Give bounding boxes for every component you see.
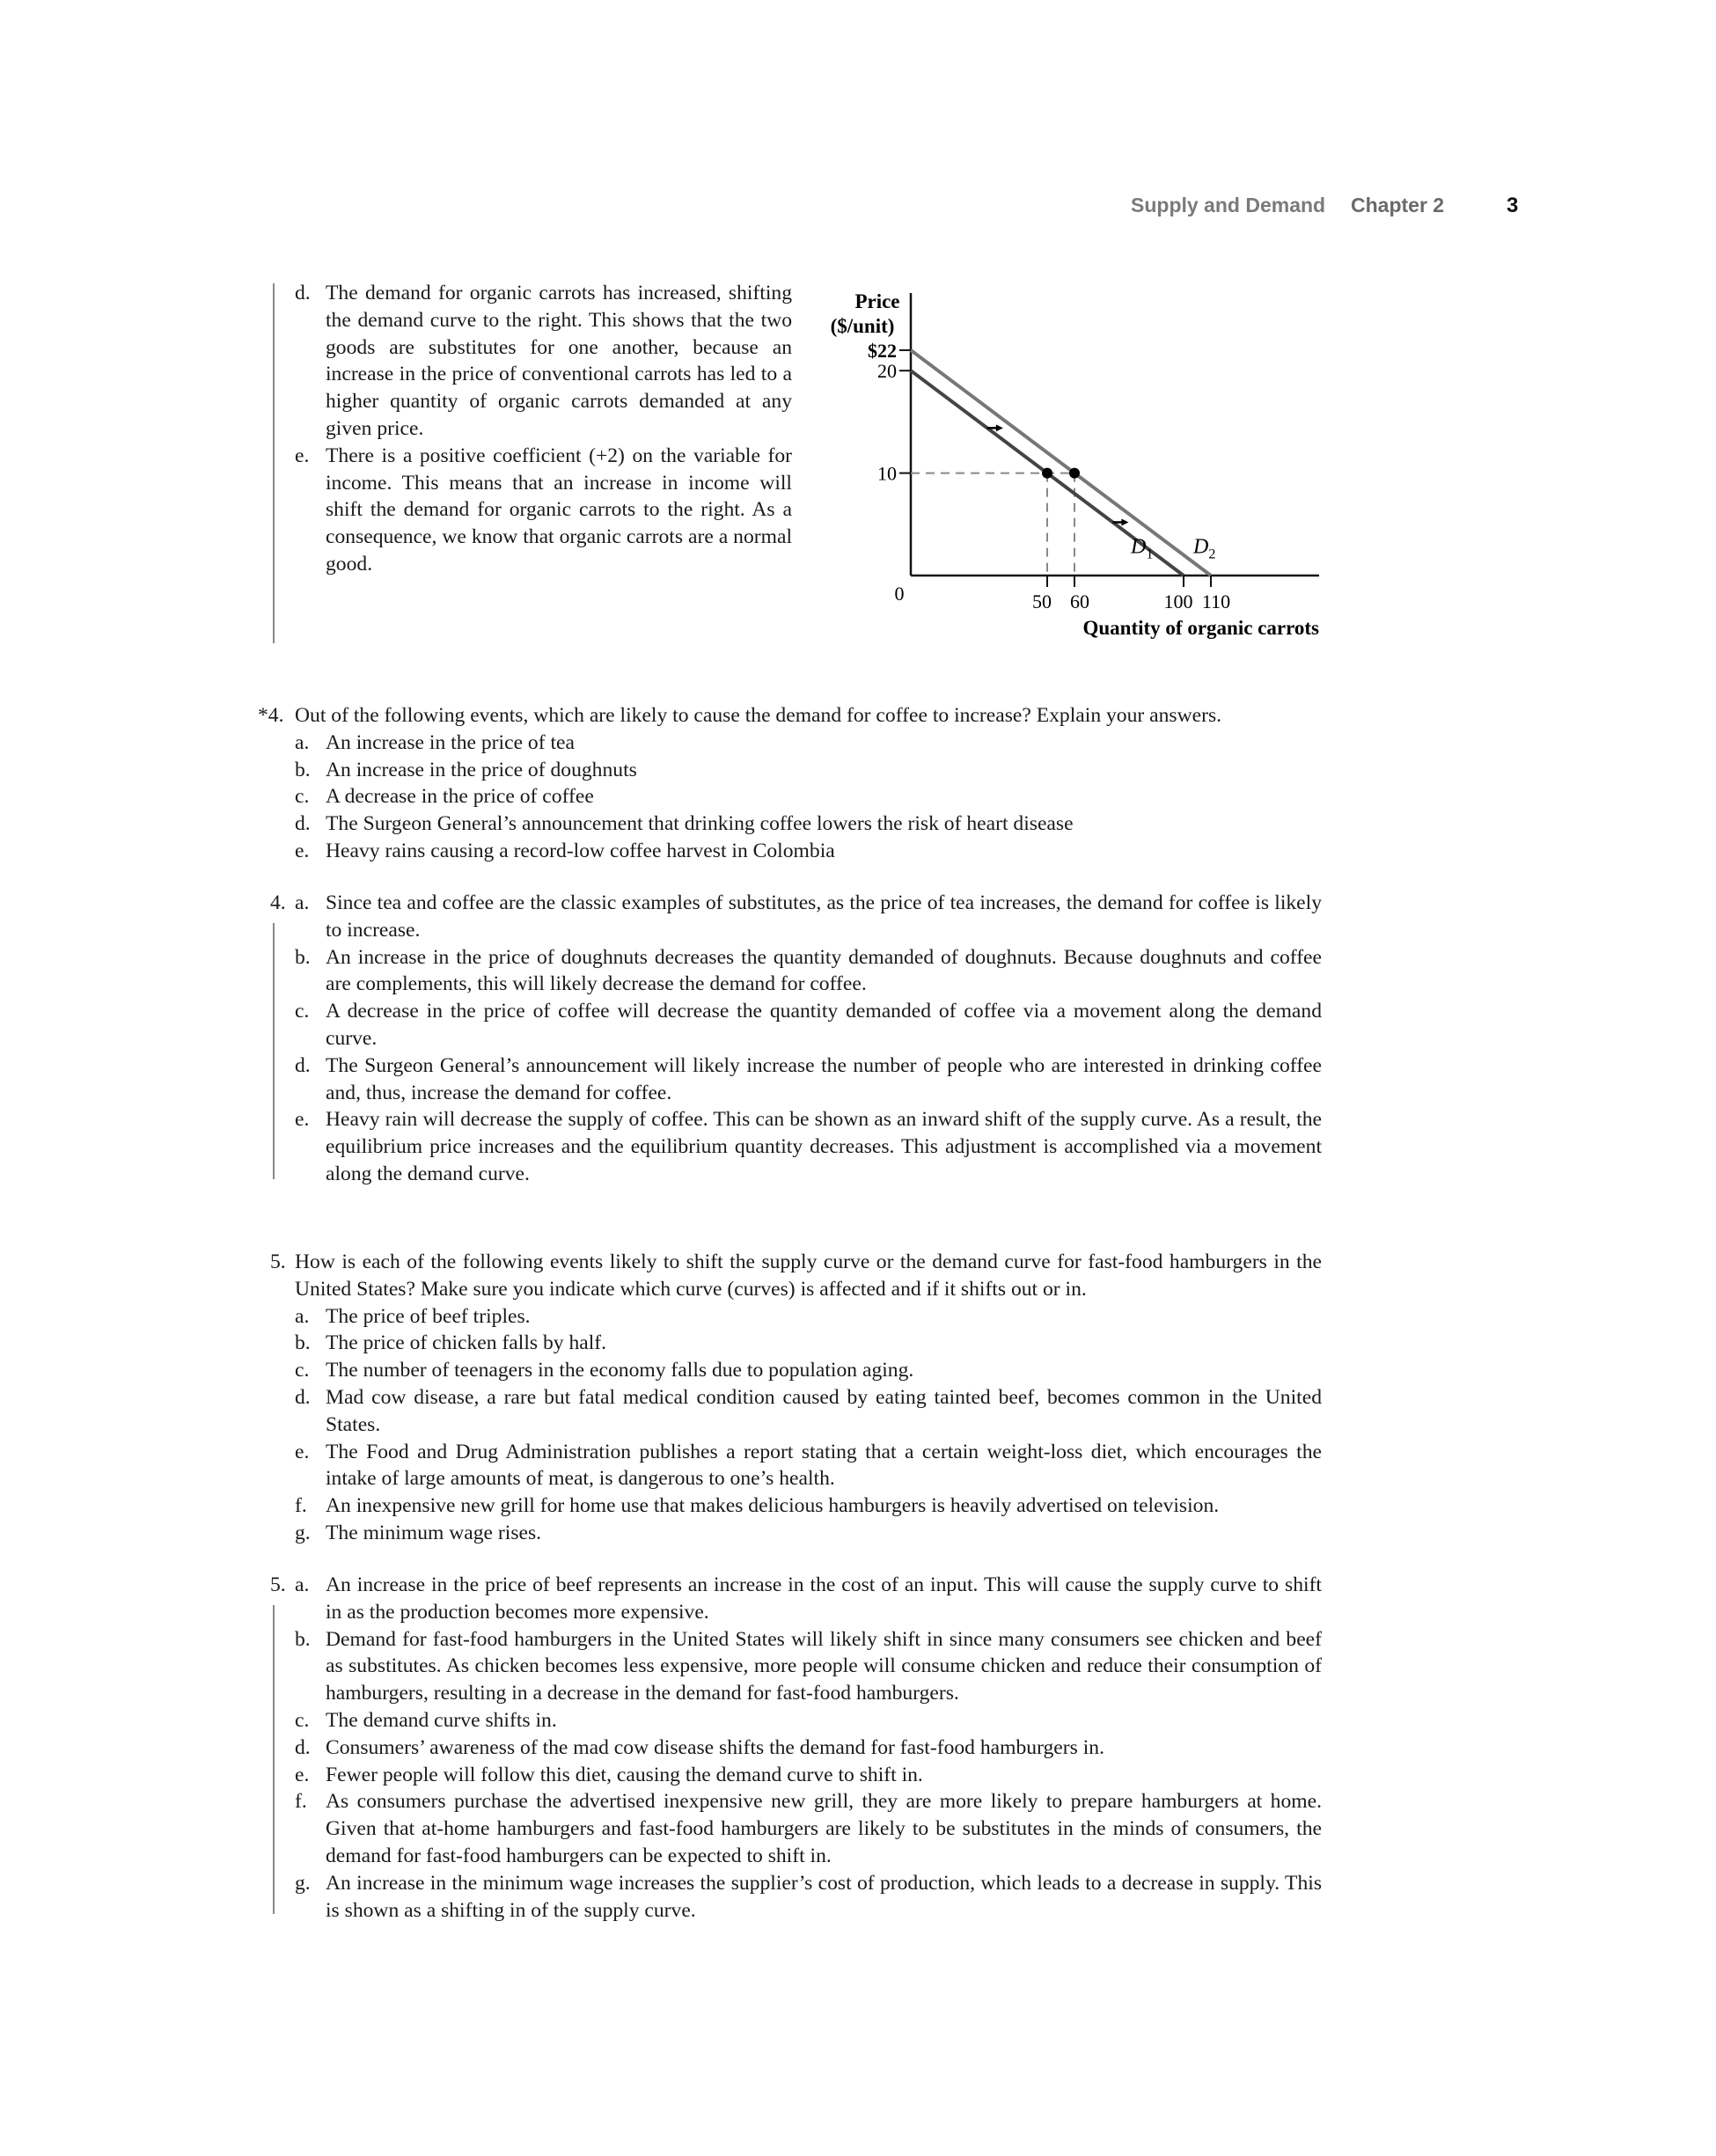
- demand-shift-chart: [0, 0, 1716, 669]
- answer-item: [295, 890, 1322, 944]
- item-text: Mad cow disease, a rare but fatal medical condition caused by eating tainted beef, becomes common in the United States.: [326, 1385, 1322, 1436]
- item-label: e.: [295, 1108, 310, 1132]
- question-item: [295, 783, 1322, 810]
- item-label: c.: [295, 1359, 310, 1382]
- item-text: An increase in the price of beef represents an increase in the cost of an input. This will cause the supply curve to shift in as the production becomes more expensive.: [326, 1573, 1322, 1624]
- question-item: [295, 1303, 1322, 1331]
- item-label: f.: [295, 1494, 307, 1518]
- answer-number: 5.: [270, 1573, 286, 1596]
- equilibrium-point: [1069, 468, 1080, 479]
- item-text: The demand curve shifts in.: [326, 1708, 557, 1732]
- item-text: Heavy rain will decrease the supply of coffee. This can be shown as an inward shift of the supply curve. As a result, the equilibrium price increases and the equilibrium quantity decreases. This adjustment is accomplished via a movement along the demand curve.: [326, 1108, 1322, 1185]
- item-text: The minimum wage rises.: [326, 1521, 542, 1544]
- origin-label: 0: [894, 583, 905, 605]
- item-text: Demand for fast-food hamburgers in the United States will likely shift in since many consumers see chicken and beef as substitutes. As chicken becomes less expensive, more people will consume chicken and reduce their consumption of hamburgers, resulting in a decrease in the demand for fast-food hamburgers.: [326, 1627, 1322, 1705]
- item-label: g.: [295, 1521, 311, 1544]
- answer-item: [295, 1626, 1322, 1707]
- item-label: e.: [295, 1763, 310, 1786]
- y-axis-label: Price: [854, 290, 900, 312]
- answer-item: [295, 1734, 1322, 1762]
- item-text: There is a positive coefficient (+2) on the variable for income. This means that an increase in income will shift the demand for organic carrots to the right. As a consequence, we know that organic carrots are a normal good.: [326, 444, 792, 576]
- question-item: [295, 810, 1322, 838]
- question-item: [295, 1330, 1322, 1357]
- item-text: The Food and Drug Administration publishes a report stating that a certain weight-loss diet, which encourages the intake of large amounts of meat, is dangerous to one’s health.: [326, 1440, 1322, 1491]
- question-number: *4.: [258, 704, 284, 727]
- item-label: g.: [295, 1871, 311, 1895]
- item-label: e.: [295, 444, 310, 467]
- question-4: [0, 702, 1322, 865]
- x-tick-label: 110: [1201, 590, 1231, 612]
- item-label: b.: [295, 758, 311, 781]
- page-number: 3: [1507, 194, 1519, 217]
- answer-item: [295, 1106, 1322, 1187]
- item-text: An inexpensive new grill for home use that makes delicious hamburgers is heavily advertised on television.: [326, 1494, 1220, 1518]
- item-label: d.: [295, 1735, 311, 1759]
- question-text: How is each of the following events likely to shift the supply curve or the demand curve for fast-food hamburgers in the United States? Make sure you indicate which curve (curves) is affected and if it shifts out or in.: [295, 1250, 1322, 1301]
- item-text: An increase in the price of doughnuts: [326, 758, 637, 781]
- item-label: b.: [295, 1627, 311, 1651]
- curve-label-d2: $D_2$: [1193, 535, 1216, 562]
- answer-4: [0, 890, 1322, 1188]
- answer-5: [0, 1572, 1322, 1924]
- running-header-section: Supply and Demand: [1131, 194, 1326, 216]
- answer-item: [295, 1052, 1322, 1107]
- y-axis-label-units: ($/unit): [830, 315, 895, 337]
- demand-curve-d2: [911, 350, 1211, 576]
- y-tick-label: 10: [877, 462, 897, 485]
- item-label: c.: [295, 1000, 310, 1023]
- item-text: A decrease in the price of coffee will decrease the quantity demanded of coffee via a movement along the demand curve.: [326, 1000, 1322, 1050]
- item-text: As consumers purchase the advertised inexpensive new grill, they are more likely to prepare hamburgers at home. Given that at-home hamburgers and fast-food hamburgers are likely to be substitutes in the minds of consumers, the demand for fast-food hamburgers can be expected to shift in.: [326, 1790, 1322, 1867]
- x-axis-label: Quantity of organic carrots: [1082, 617, 1319, 639]
- item-text: The Surgeon General’s announcement that drinking coffee lowers the risk of heart disease: [326, 812, 1074, 836]
- question-item: [295, 730, 1322, 757]
- question-item: [295, 1439, 1322, 1493]
- answer-item: [295, 1707, 1322, 1734]
- item-label: c.: [295, 1708, 310, 1732]
- item-label: a.: [295, 1304, 310, 1328]
- item-text: The price of chicken falls by half.: [326, 1331, 607, 1355]
- item-text: The number of teenagers in the economy falls due to population aging.: [326, 1359, 914, 1382]
- item-text: The price of beef triples.: [326, 1304, 531, 1328]
- item-text: An increase in the price of doughnuts decreases the quantity demanded of doughnuts. Because doughnuts and coffee are complements, this will likely decrease the demand for coffee.: [326, 945, 1322, 996]
- y-tick-label: 20: [877, 360, 897, 383]
- item-text: Fewer people will follow this diet, causing the demand curve to shift in.: [326, 1763, 923, 1786]
- answer-item: [295, 1572, 1322, 1626]
- answer-item: [295, 1762, 1322, 1789]
- item-label: d.: [295, 812, 311, 836]
- question-item: [295, 1520, 1322, 1547]
- item-text: Since tea and coffee are the classic examples of substitutes, as the price of tea increases, the demand for coffee is likely to increase.: [326, 891, 1322, 942]
- shift-arrow-head: [1121, 518, 1128, 525]
- item-text: The Surgeon General’s announcement will likely increase the number of people who are interested in drinking coffee and, thus, increase the demand for coffee.: [326, 1053, 1322, 1104]
- item-text: The demand for organic carrots has increased, shifting the demand curve to the right. This shows that the two goods are substitutes for one another, because an increase in the price of conventional carrots has led to a higher quantity of organic carrots demanded at any given price.: [326, 282, 792, 440]
- question-number: 5.: [270, 1250, 286, 1273]
- answer-item: [295, 944, 1322, 999]
- item-label: c.: [295, 785, 310, 809]
- item-label: a.: [295, 891, 310, 914]
- curve-label-d1: $D_1$: [1131, 535, 1154, 562]
- x-tick-label: 50: [1032, 590, 1052, 612]
- answer-number: 4.: [270, 891, 286, 914]
- question-item: [295, 838, 1322, 865]
- question-text: Out of the following events, which are likely to cause the demand for coffee to increase? Explain your answers.: [295, 704, 1222, 727]
- item-label: b.: [295, 945, 311, 969]
- x-tick-label: 100: [1163, 590, 1193, 612]
- item-label: d.: [295, 1385, 311, 1409]
- answer-item: [295, 1788, 1322, 1869]
- question-item: [295, 1357, 1322, 1384]
- question-item: [295, 1384, 1322, 1439]
- item-text: An increase in the minimum wage increases the supplier’s cost of production, which leads to a decrease in supply. This is shown as a shifting in of the supply curve.: [326, 1871, 1322, 1922]
- shift-arrow-head: [996, 424, 1003, 431]
- item-label: a.: [295, 1573, 310, 1596]
- item-text: An increase in the price of tea: [326, 730, 575, 754]
- answer-item: [295, 998, 1322, 1052]
- answer-item: [295, 1870, 1322, 1925]
- item-label: b.: [295, 1331, 311, 1355]
- item-label: d.: [295, 1053, 311, 1077]
- x-tick-label: 60: [1070, 590, 1089, 612]
- question-item: [295, 1492, 1322, 1520]
- running-header-chapter: Chapter 2: [1351, 194, 1445, 216]
- question-5: [0, 1249, 1322, 1547]
- item-text: Heavy rains causing a record-low coffee harvest in Colombia: [326, 839, 835, 862]
- item-label: e.: [295, 1440, 310, 1463]
- item-label: d.: [295, 282, 311, 304]
- question-item: [295, 757, 1322, 784]
- item-text: Consumers’ awareness of the mad cow disease shifts the demand for fast-food hamburgers in.: [326, 1735, 1104, 1759]
- item-label: a.: [295, 730, 310, 754]
- equilibrium-point: [1042, 468, 1052, 479]
- item-label: e.: [295, 839, 310, 862]
- y-tick-label: $22: [868, 339, 897, 362]
- item-label: f.: [295, 1790, 307, 1814]
- item-text: A decrease in the price of coffee: [326, 785, 594, 809]
